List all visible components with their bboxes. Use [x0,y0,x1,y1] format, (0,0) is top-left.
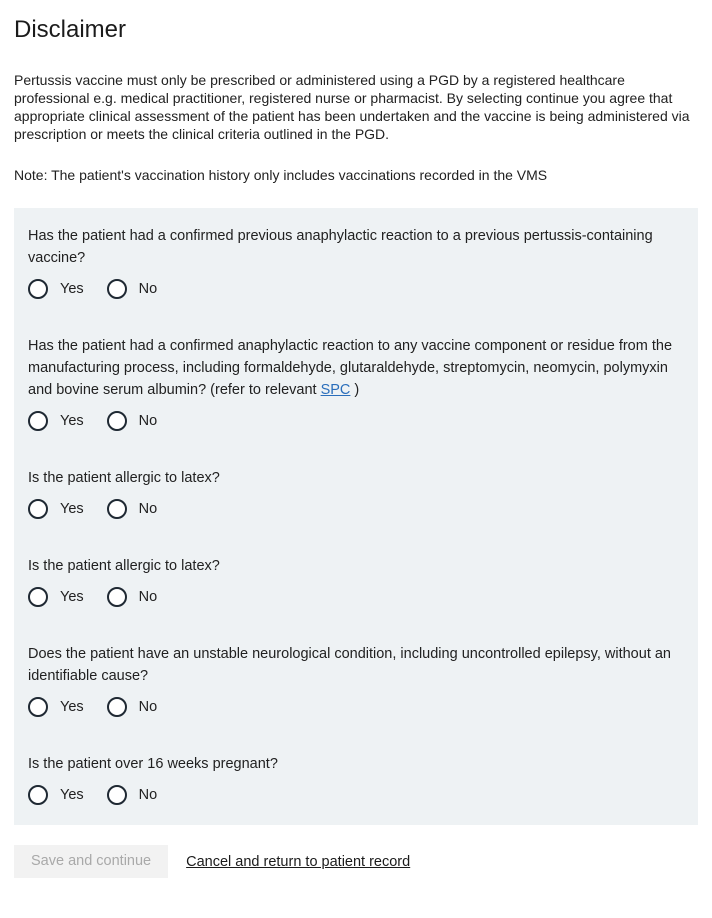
radio-option-yes-q6[interactable] [28,785,84,805]
radio-option-label: Yes [60,699,84,715]
note-paragraph: Note: The patient's vaccination history only includes vaccinations recorded in the VMS [14,167,548,183]
radio-button-icon[interactable] [28,697,48,717]
radio-option-yes-q3[interactable] [28,499,84,519]
radio-option-label: Yes [60,281,84,297]
radio-button-icon[interactable] [28,279,48,299]
radio-button-icon[interactable] [107,587,127,607]
cancel-and-return-link[interactable]: Cancel and return to patient record [186,853,411,870]
radio-row [28,279,684,299]
radio-option-label: No [138,413,158,429]
radio-row [28,697,684,717]
questions-panel [14,208,698,825]
question-group [28,225,684,299]
radio-option-yes-q1[interactable] [28,279,84,299]
radio-button-icon[interactable] [107,785,127,805]
radio-button-icon[interactable] [28,785,48,805]
radio-option-label: Yes [60,413,84,429]
question-group [28,555,684,607]
radio-button-icon[interactable] [107,411,127,431]
radio-option-yes-q2[interactable] [28,411,84,431]
intro-paragraph: Pertussis vaccine must only be prescribed or administered using a PGD by a registered healthcare professional e.g. medical practitioner, registered nurse or pharmacist. By selecting continue you agree that appropriate clinical assessment of the patient has been undertaken and the vaccine is being administered via prescription or meets the clinical criteria outlined in the PGD. [14,72,690,142]
radio-option-no-q4[interactable] [107,587,158,607]
page-title: Disclaimer [14,16,127,43]
radio-button-icon[interactable] [107,499,127,519]
radio-option-label: No [138,281,158,297]
radio-option-label: Yes [60,787,84,803]
question-text: Does the patient have an unstable neurological condition, including uncontrolled epilepsy, without an identifiable cause? [28,646,671,684]
radio-row [28,499,684,519]
save-and-continue-button[interactable]: Save and continue [14,845,168,878]
question-text: Has the patient had a confirmed previous anaphylactic reaction to a previous pertussis-containing vaccine? [28,228,653,266]
question-group [28,335,684,431]
radio-option-no-q1[interactable] [107,279,158,299]
radio-option-label: No [138,501,158,517]
question-text: Is the patient allergic to latex? [28,470,220,486]
question-group [28,467,684,519]
radio-row [28,785,684,805]
radio-button-icon[interactable] [107,279,127,299]
radio-button-icon[interactable] [28,411,48,431]
radio-option-yes-q4[interactable] [28,587,84,607]
radio-option-label: Yes [60,589,84,605]
radio-option-no-q3[interactable] [107,499,158,519]
radio-option-label: No [138,699,158,715]
radio-option-no-q6[interactable] [107,785,158,805]
radio-option-label: No [138,589,158,605]
radio-option-yes-q5[interactable] [28,697,84,717]
disclaimer-page [0,16,712,904]
radio-row [28,411,684,431]
question-text: Is the patient allergic to latex? [28,558,220,574]
radio-option-label: No [138,787,158,803]
radio-button-icon[interactable] [107,697,127,717]
radio-button-icon[interactable] [28,499,48,519]
spc-link[interactable]: SPC [320,382,351,398]
radio-option-no-q2[interactable] [107,411,158,431]
radio-option-no-q5[interactable] [107,697,158,717]
actions-row [14,845,698,904]
question-group [28,643,684,717]
question-text: Is the patient over 16 weeks pregnant? [28,756,278,772]
radio-row [28,587,684,607]
question-text: Has the patient had a confirmed anaphylactic reaction to any vaccine component or residue from the manufacturing process, including formaldehyde, glutaraldehyde, streptomycin, neomycin, polymyxin and bovine serum albumin? (refer to relevant SPC ) [28,338,673,398]
question-group [28,753,684,805]
radio-button-icon[interactable] [28,587,48,607]
radio-option-label: Yes [60,501,84,517]
